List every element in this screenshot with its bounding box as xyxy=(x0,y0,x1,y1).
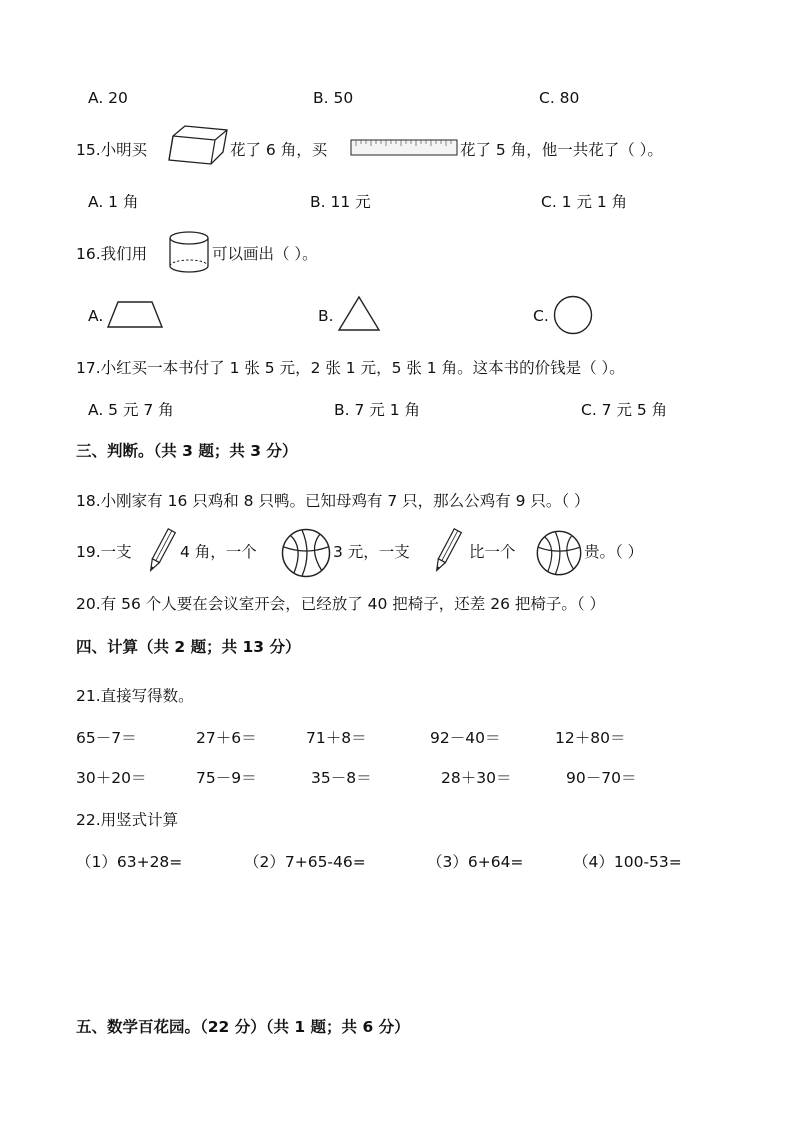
cylinder-icon xyxy=(167,230,211,276)
q21-r2-c3: 35－8＝ xyxy=(311,769,372,787)
q16-text-1: 16.我们用 xyxy=(76,245,148,263)
q14-option-c: C. 80 xyxy=(539,89,580,107)
triangle-icon xyxy=(337,295,381,333)
circle-icon xyxy=(552,295,594,335)
q17-option-a: A. 5 元 7 角 xyxy=(88,401,174,419)
q15-option-a: A. 1 角 xyxy=(88,193,139,211)
q14-option-a: A. 20 xyxy=(88,89,128,107)
trapezoid-icon xyxy=(106,300,164,330)
q22-item-4: （4）100-53= xyxy=(573,853,682,871)
q15-option-c: C. 1 元 1 角 xyxy=(541,193,628,211)
q15-text-1: 15.小明买 xyxy=(76,141,148,159)
q17-option-b: B. 7 元 1 角 xyxy=(334,401,420,419)
q22-item-1: （1）63+28= xyxy=(76,853,183,871)
q17-text: 17.小红买一本书付了 1 张 5 元，2 张 1 元，5 张 1 角。这本书的价钱是（ ）。 xyxy=(76,359,625,377)
q22-item-2: （2）7+65-46= xyxy=(244,853,366,871)
q20-text: 20.有 56 个人要在会议室开会，已经放了 40 把椅子，还差 26 把椅子。（ ） xyxy=(76,595,606,613)
q19-text-2: 4 角，一个 xyxy=(180,543,257,561)
q21-r1-c3: 71＋8＝ xyxy=(306,729,367,747)
q19-text-3: 3 元，一支 xyxy=(333,543,410,561)
ruler-icon xyxy=(350,139,458,157)
q16-option-a-label: A. xyxy=(88,307,104,325)
q19-text-1: 19.一支 xyxy=(76,543,132,561)
q15-text-3: 花了 5 角，他一共花了（ ）。 xyxy=(460,141,663,159)
q17-option-c: C. 7 元 5 角 xyxy=(581,401,668,419)
q21-r2-c2: 75－9＝ xyxy=(196,769,257,787)
q21-r2-c5: 90－70＝ xyxy=(566,769,637,787)
basketball-icon xyxy=(280,527,332,579)
q15-text-2: 花了 6 角，买 xyxy=(230,141,328,159)
q19-text-4: 比一个 xyxy=(469,543,516,561)
q21-r1-c2: 27＋6＝ xyxy=(196,729,257,747)
q16-text-2: 可以画出（ ）。 xyxy=(212,245,318,263)
q22-title: 22.用竖式计算 xyxy=(76,811,179,829)
q21-r2-c4: 28＋30＝ xyxy=(441,769,512,787)
section-5-title: 五、数学百花园。（22 分）（共 1 题；共 6 分） xyxy=(76,1018,410,1036)
q15-option-b: B. 11 元 xyxy=(310,193,371,211)
section-3-title: 三、判断。（共 3 题；共 3 分） xyxy=(76,442,298,460)
q21-r2-c1: 30＋20＝ xyxy=(76,769,147,787)
pencil-icon xyxy=(432,526,462,576)
q16-option-b-label: B. xyxy=(318,307,334,325)
q16-option-c-label: C. xyxy=(533,307,549,325)
q21-r1-c1: 65－7＝ xyxy=(76,729,137,747)
q14-option-b: B. 50 xyxy=(313,89,354,107)
q21-title: 21.直接写得数。 xyxy=(76,687,194,705)
basketball-icon xyxy=(535,529,583,577)
q18-text: 18.小刚家有 16 只鸡和 8 只鸭。已知母鸡有 7 只，那么公鸡有 9 只。（ ） xyxy=(76,492,590,510)
eraser-icon xyxy=(165,122,229,168)
q22-item-3: （3）6+64= xyxy=(427,853,524,871)
q19-text-5: 贵。（ ） xyxy=(584,543,644,561)
q21-r1-c4: 92－40＝ xyxy=(430,729,501,747)
pencil-icon xyxy=(146,526,176,576)
q21-r1-c5: 12＋80＝ xyxy=(555,729,626,747)
section-4-title: 四、计算（共 2 题；共 13 分） xyxy=(76,638,301,656)
